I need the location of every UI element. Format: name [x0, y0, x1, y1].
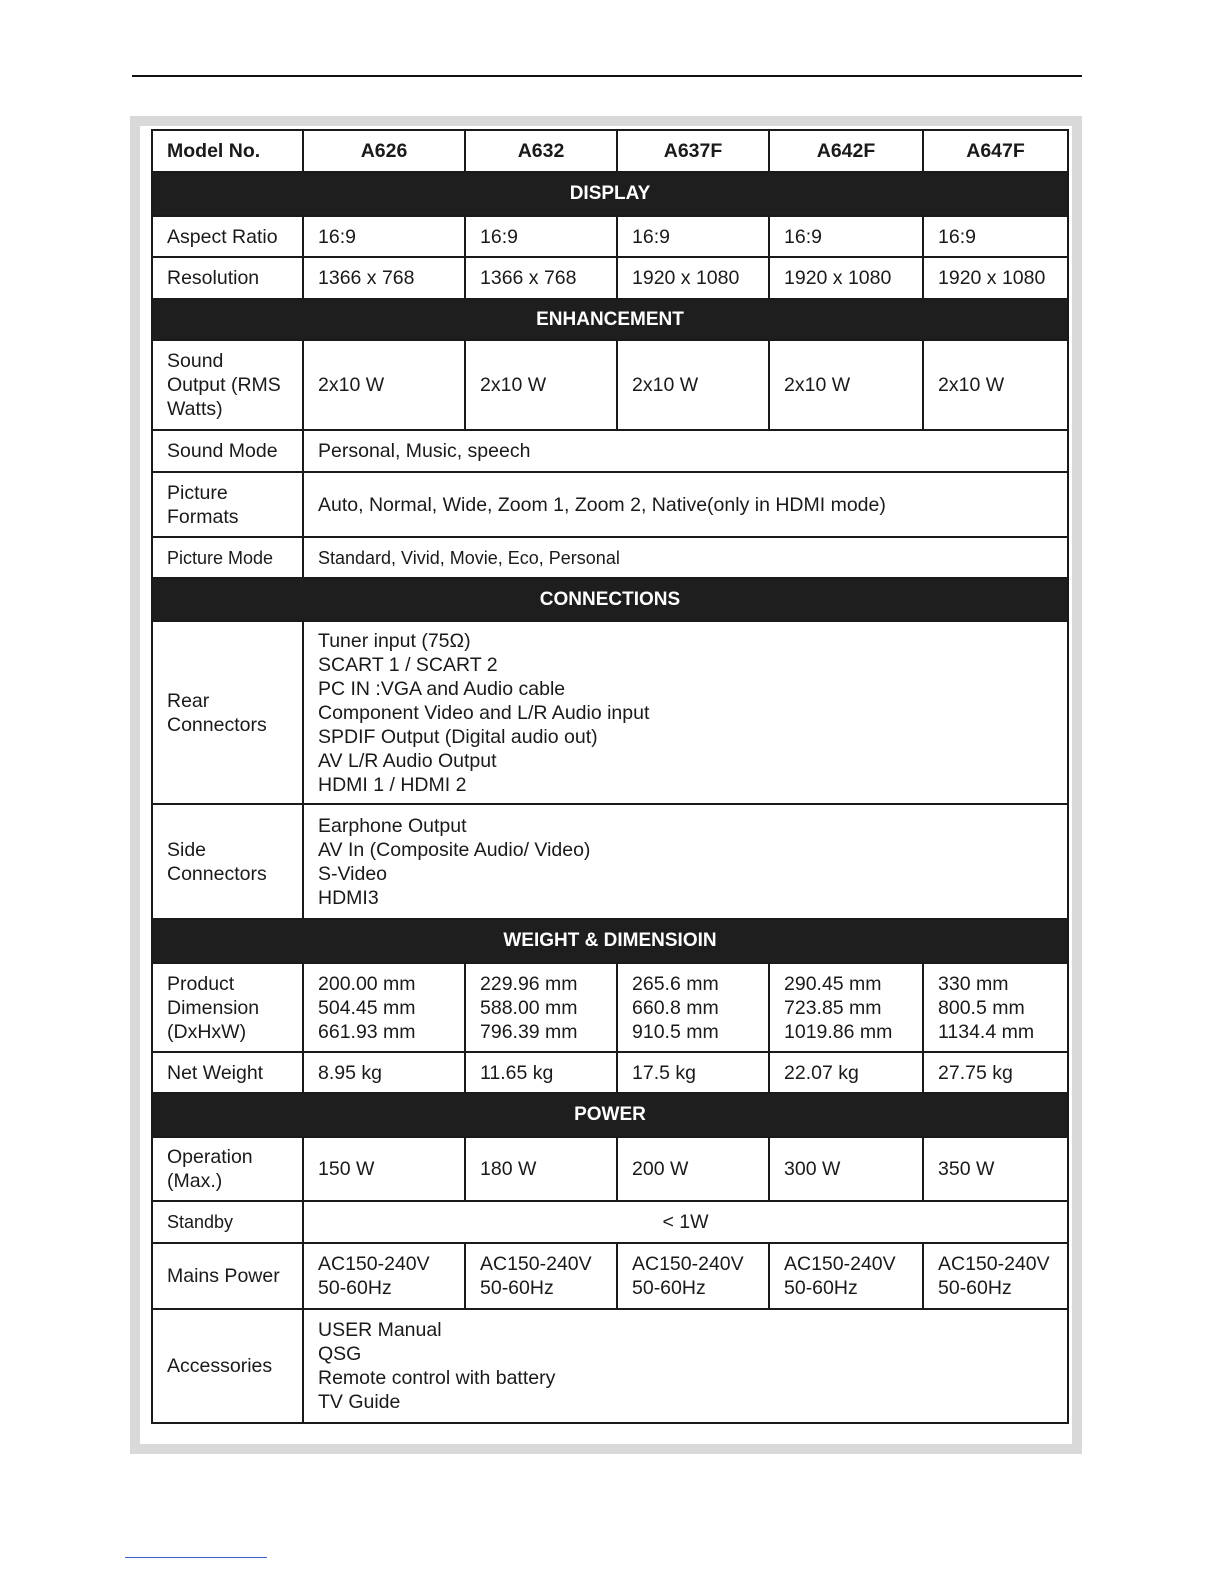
list-item: TV Guide	[318, 1391, 401, 1413]
dimension-line: 290.45 mm	[784, 972, 882, 995]
list-item: Remote control with battery	[318, 1367, 556, 1389]
cell	[303, 963, 465, 1052]
cell: 16:9	[769, 216, 923, 257]
dimension-line: 588.00 mm	[480, 996, 578, 1019]
list-item: AV In (Composite Audio/ Video)	[318, 838, 591, 861]
cell: 22.07 kg	[769, 1052, 923, 1093]
dimension-line: 229.96 mm	[480, 972, 578, 995]
row-picture-formats	[152, 472, 1068, 537]
dimension-line: 1019.86 mm	[784, 1020, 893, 1043]
cell: 350 W	[923, 1137, 1068, 1201]
section-display	[152, 172, 1068, 216]
row-label	[152, 1137, 303, 1201]
section-power	[152, 1093, 1068, 1137]
dimension-line: 504.45 mm	[318, 996, 416, 1019]
cell: 2x10 W	[617, 340, 769, 430]
list-item: QSG	[318, 1343, 362, 1365]
row-label: Resolution	[152, 257, 303, 299]
cell: 1920 x 1080	[923, 257, 1068, 299]
row-label: Net Weight	[152, 1052, 303, 1093]
dimension-line: 796.39 mm	[480, 1020, 578, 1043]
power-line: 50-60Hz	[480, 1277, 554, 1299]
dimension-line: 1134.4 mm	[938, 1020, 1035, 1043]
label-line: Dimension	[167, 996, 260, 1019]
cell: 1366 x 768	[465, 257, 617, 299]
dimension-line: 330 mm	[938, 972, 1009, 995]
row-standby	[152, 1201, 1068, 1243]
row-picture-mode	[152, 537, 1068, 578]
row-aspect-ratio	[152, 216, 1068, 257]
section-title: CONNECTIONS	[152, 578, 1068, 621]
list-item: HDMI 1 / HDMI 2	[318, 773, 467, 796]
row-accessories	[152, 1309, 1068, 1423]
row-net-weight	[152, 1052, 1068, 1093]
cell: 27.75 kg	[923, 1052, 1068, 1093]
header-a637f: A637F	[617, 130, 769, 172]
spec-table-frame	[130, 116, 1082, 1454]
label-line: Rear	[167, 689, 210, 712]
cell	[465, 1243, 617, 1309]
power-line: AC150-240V	[480, 1253, 592, 1275]
label-line: Product	[167, 972, 235, 995]
cell: 2x10 W	[465, 340, 617, 430]
cell	[923, 963, 1068, 1052]
cell	[617, 963, 769, 1052]
cell: 11.65 kg	[465, 1052, 617, 1093]
header-a632: A632	[465, 130, 617, 172]
cell: 17.5 kg	[617, 1052, 769, 1093]
power-line: AC150-240V	[632, 1253, 744, 1275]
list-item: USER Manual	[318, 1319, 442, 1341]
cell: Standard, Vivid, Movie, Eco, Personal	[303, 537, 1068, 578]
cell: 8.95 kg	[303, 1052, 465, 1093]
header-a647f: A647F	[923, 130, 1068, 172]
cell: < 1W	[303, 1201, 1068, 1243]
row-label: Sound Mode	[152, 430, 303, 472]
list-item: Tuner input (75Ω)	[318, 629, 471, 652]
power-line: AC150-240V	[784, 1253, 896, 1275]
spec-table	[151, 129, 1069, 1424]
cell: 300 W	[769, 1137, 923, 1201]
power-line: 50-60Hz	[938, 1277, 1012, 1299]
cell: Auto, Normal, Wide, Zoom 1, Zoom 2, Native(only in HDMI mode)	[303, 472, 1068, 537]
section-connections	[152, 578, 1068, 621]
header-a626: A626	[303, 130, 465, 172]
top-rule	[132, 75, 1082, 77]
section-title: WEIGHT & DIMENSIOIN	[152, 919, 1068, 963]
section-title: DISPLAY	[152, 172, 1068, 216]
cell	[923, 1243, 1068, 1309]
cell: 2x10 W	[303, 340, 465, 430]
row-operation	[152, 1137, 1068, 1201]
row-label: Aspect Ratio	[152, 216, 303, 257]
cell	[303, 1243, 465, 1309]
dimension-line: 800.5 mm	[938, 996, 1025, 1019]
list-item: PC IN :VGA and Audio cable	[318, 677, 566, 700]
cell	[303, 804, 1068, 919]
cell: 180 W	[465, 1137, 617, 1201]
cell: Personal, Music, speech	[303, 430, 1068, 472]
dimension-line: 661.93 mm	[318, 1020, 416, 1043]
list-item: AV L/R Audio Output	[318, 749, 497, 772]
power-line: AC150-240V	[318, 1253, 430, 1275]
dimension-line: 265.6 mm	[632, 972, 719, 995]
cell: 150 W	[303, 1137, 465, 1201]
row-resolution	[152, 257, 1068, 299]
cell	[465, 963, 617, 1052]
cell	[617, 1243, 769, 1309]
dimension-line: 660.8 mm	[632, 996, 719, 1019]
section-title: ENHANCEMENT	[152, 299, 1068, 340]
list-item: Earphone Output	[318, 814, 467, 837]
label-line: Side	[167, 838, 207, 861]
row-label	[152, 804, 303, 919]
power-line: 50-60Hz	[318, 1277, 392, 1299]
list-item: SCART 1 / SCART 2	[318, 653, 498, 676]
cell	[303, 1309, 1068, 1423]
label-line: Formats	[167, 505, 239, 528]
footer-link-underline	[125, 1557, 267, 1558]
cell: 2x10 W	[923, 340, 1068, 430]
header-a642f: A642F	[769, 130, 923, 172]
cell: 200 W	[617, 1137, 769, 1201]
row-label	[152, 621, 303, 804]
label-line: Picture	[167, 481, 228, 504]
dimension-line: 910.5 mm	[632, 1020, 719, 1043]
section-weight-dimension	[152, 919, 1068, 963]
cell	[769, 963, 923, 1052]
row-mains-power	[152, 1243, 1068, 1309]
list-item: S-Video	[318, 862, 388, 885]
list-item: Component Video and L/R Audio input	[318, 701, 650, 724]
label-line: Sound	[167, 350, 224, 372]
row-sound-output	[152, 340, 1068, 430]
cell: 1920 x 1080	[769, 257, 923, 299]
dimension-line: 200.00 mm	[318, 972, 416, 995]
row-rear-connectors	[152, 621, 1068, 804]
header-model-no: Model No.	[152, 130, 303, 172]
cell: 16:9	[465, 216, 617, 257]
row-label: Accessories	[152, 1309, 303, 1423]
cell: 1920 x 1080	[617, 257, 769, 299]
cell	[303, 621, 1068, 804]
row-label	[152, 963, 303, 1052]
cell: 16:9	[923, 216, 1068, 257]
section-enhancement	[152, 299, 1068, 340]
cell	[769, 1243, 923, 1309]
dimension-line: 723.85 mm	[784, 996, 882, 1019]
row-side-connectors	[152, 804, 1068, 919]
label-line: Output (RMS	[167, 374, 281, 396]
row-label: Standby	[152, 1201, 303, 1243]
cell: 16:9	[303, 216, 465, 257]
row-product-dimension	[152, 963, 1068, 1052]
cell: 2x10 W	[769, 340, 923, 430]
list-item: SPDIF Output (Digital audio out)	[318, 725, 598, 748]
label-line: (Max.)	[167, 1170, 223, 1192]
label-line: Operation	[167, 1146, 253, 1168]
cell: 16:9	[617, 216, 769, 257]
label-line: Watts)	[167, 398, 223, 420]
label-line: Connectors	[167, 713, 267, 736]
row-label	[152, 340, 303, 430]
power-line: AC150-240V	[938, 1253, 1050, 1275]
label-line: (DxHxW)	[167, 1020, 247, 1043]
row-label: Picture Mode	[152, 537, 303, 578]
power-line: 50-60Hz	[784, 1277, 858, 1299]
row-label: Mains Power	[152, 1243, 303, 1309]
section-title: POWER	[152, 1093, 1068, 1137]
list-item: HDMI3	[318, 886, 379, 909]
row-label	[152, 472, 303, 537]
label-line: Connectors	[167, 862, 267, 885]
row-sound-mode	[152, 430, 1068, 472]
cell: 1366 x 768	[303, 257, 465, 299]
power-line: 50-60Hz	[632, 1277, 706, 1299]
header-row	[152, 130, 1068, 172]
